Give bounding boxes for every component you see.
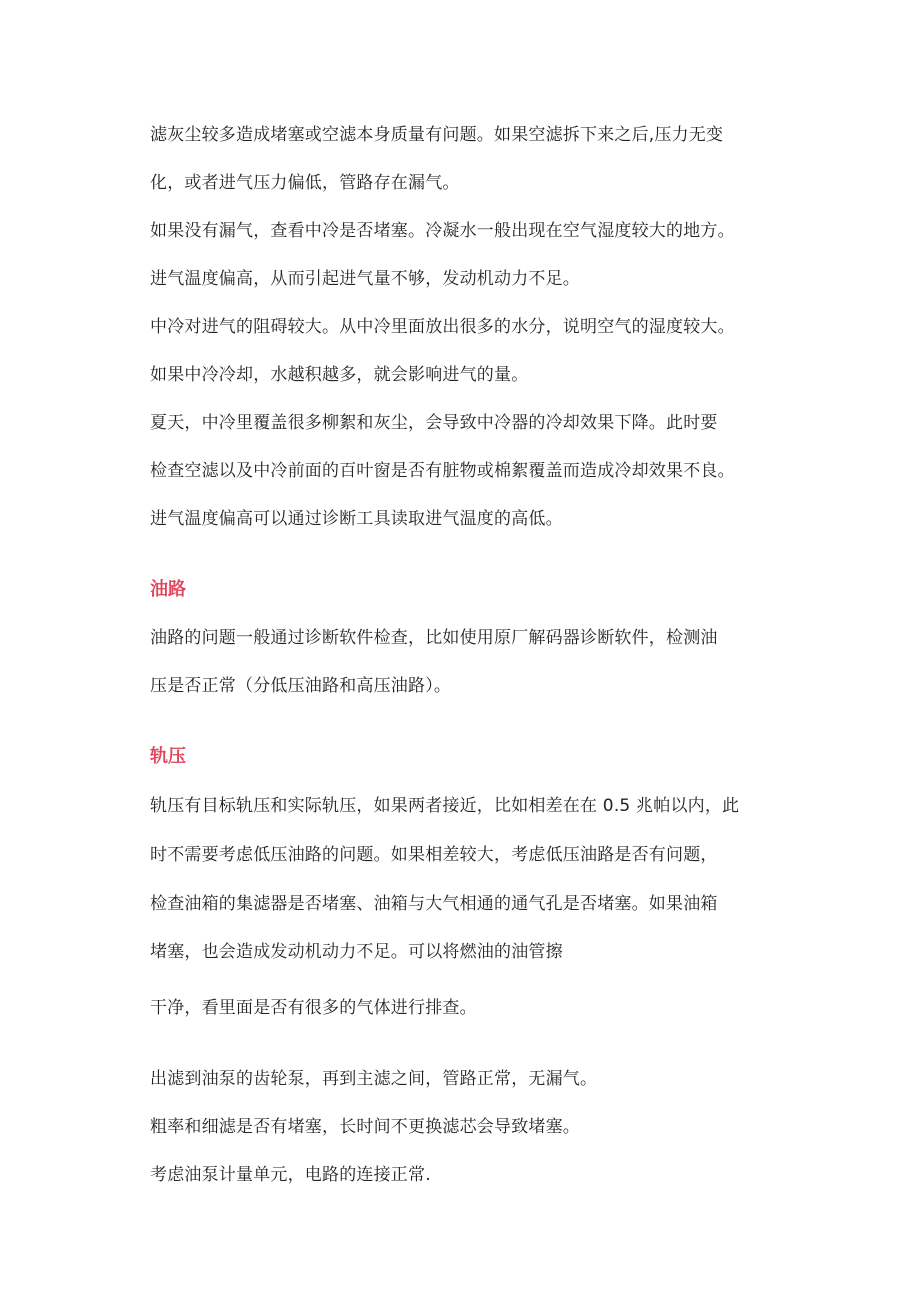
body-text-line: 中冷对进气的阻碍较大。从中冷里面放出很多的水分，说明空气的湿度较大。 (150, 317, 735, 337)
body-text-line: 堵塞，也会造成发动机动力不足。可以将燃油的油管擦 (150, 942, 563, 962)
body-text-line: 考虑油泵计量单元，电路的连接正常. (150, 1165, 431, 1185)
body-text-line: 如果中冷冷却，水越积越多，就会影响进气的量。 (150, 365, 529, 385)
section-heading-rail-pressure: 轨压 (150, 746, 186, 767)
body-text-line: 检查油箱的集滤器是否堵塞、油箱与大气相通的通气孔是否堵塞。如果油箱 (150, 894, 718, 914)
body-text-line: 夏天，中冷里覆盖很多柳絮和灰尘，会导致中冷器的冷却效果下降。此时要 (150, 413, 718, 433)
body-text-line: 检查空滤以及中冷前面的百叶窗是否有脏物或棉絮覆盖而造成冷却效果不良。 (150, 461, 735, 481)
section-heading-oil: 油路 (150, 579, 186, 600)
body-text-line: 粗率和细滤是否有堵塞，长时间不更换滤芯会导致堵塞。 (150, 1117, 580, 1137)
body-text-line: 化，或者进气压力偏低，管路存在漏气。 (150, 173, 460, 193)
body-text-line: 如果没有漏气，查看中冷是否堵塞。冷凝水一般出现在空气湿度较大的地方。 (150, 221, 735, 241)
body-text-line: 轨压有目标轨压和实际轨压，如果两者接近，比如相差在在 0.5 兆帕以内，此 (150, 796, 740, 816)
body-text-line: 出滤到油泵的齿轮泵，再到主滤之间，管路正常，无漏气。 (150, 1069, 598, 1089)
body-text-line: 压是否正常（分低压油路和高压油路）。 (150, 676, 452, 696)
body-text-line: 干净，看里面是否有很多的气体进行排查。 (150, 998, 477, 1018)
body-text-line: 油路的问题一般通过诊断软件检查，比如使用原厂解码器诊断软件，检测油 (150, 628, 718, 648)
body-text-line: 进气温度偏高可以通过诊断工具读取进气温度的高低。 (150, 509, 563, 529)
body-text-line: 时不需要考虑低压油路的问题。如果相差较大，考虑低压油路是否有问题， (150, 845, 718, 865)
body-text-line: 滤灰尘较多造成堵塞或空滤本身质量有问题。如果空滤拆下来之后,压力无变 (150, 125, 724, 145)
body-text-line: 进气温度偏高，从而引起进气量不够，发动机动力不足。 (150, 269, 580, 289)
